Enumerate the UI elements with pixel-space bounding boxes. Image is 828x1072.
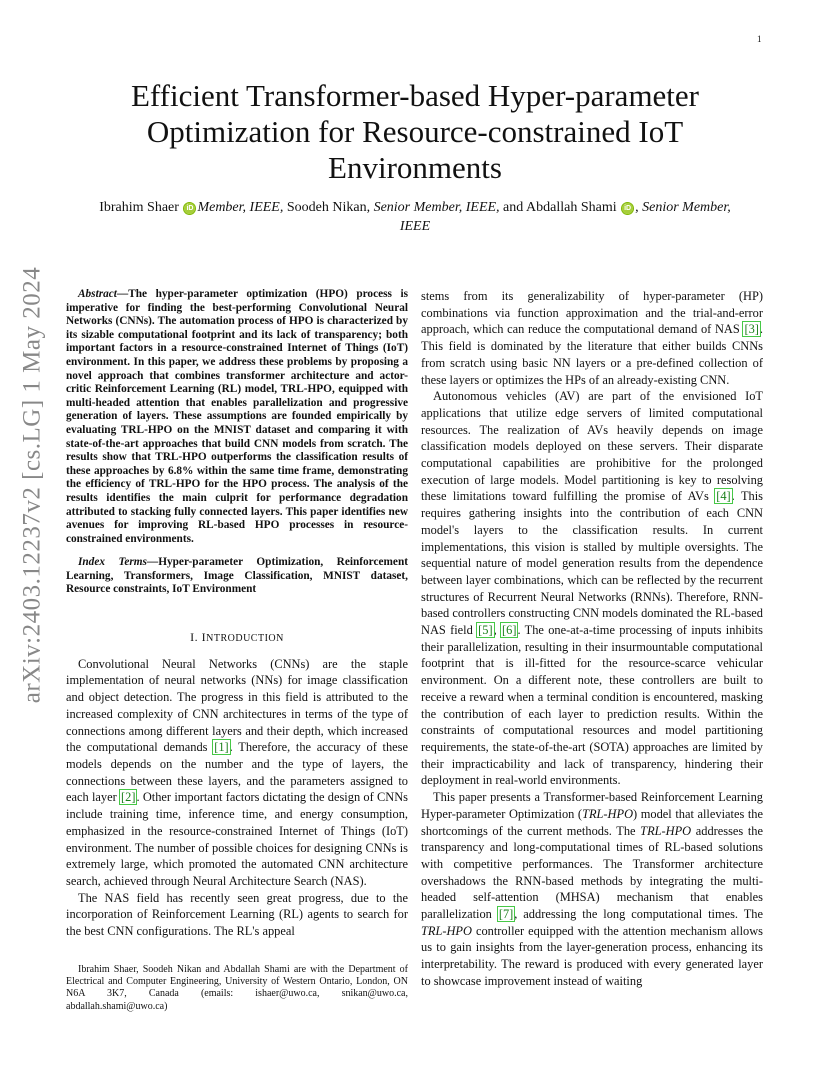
section-title-first: I [201,630,207,645]
left-column [66,288,408,940]
index-terms [66,556,408,597]
citation-link[interactable]: [1] [214,740,229,755]
section-numeral: I. [190,630,199,645]
right-paragraph-1 [421,288,763,388]
paragraph-text: , [493,623,501,638]
paragraph-text: controller equipped with the attention mechanism allows us to gain insights from the layer-generation process, enhancing its interpretability. The reward is produced with every generated layer to showcase improvement instead of waiting [421,923,763,988]
paragraph-text: Autonomous vehicles (AV) are part of the envisioned IoT applications that utilize edge servers of limited computational resources. The realization of AVs heavily depends on image classification models deployed on these servers. Their disparate computational capabilities are prohibitive for the prolonged execution of large models. Model partitioning is key to resolving these limitations toward fulfilling the promise of AVs [421,389,763,504]
paper-title: Efficient Transformer-based Hyper-parameter Optimization for Resource-constrained IoT Environments [130,78,700,185]
paragraph-text: ) model that alleviates the shortcomings of the current methods. The [421,806,764,838]
paragraph-text: . The one-at-a-time processing of inputs inhibits their parallelization, resulting in their insurmountable computational footprint that is ill-fitted for the resource-scarce vehicular environment. On a different note, these controllers are built to receive a reward when a terminal condition is encountered, masking the contribution of each layer to prediction results. Within the constraints of computational resources and model partitioning requirements, the state-of-the-art (SOTA) approaches are limited by their impracticability and lack of transparency, hindering their deployment in real-world environments. [421,623,763,788]
index-terms-lead: Index Terms [78,556,147,569]
right-paragraph-2 [421,388,763,789]
author-3-name: Abdallah Shami [526,200,617,215]
author-conjunction: and [503,200,524,215]
paragraph-text: , addressing the long computational times. The [514,907,763,922]
orcid-icon[interactable]: iD [186,205,194,212]
page-number: 1 [757,34,762,44]
abstract-text: —The hyper-parameter optimization (HPO) process is imperative for finding the best-performing Convolutional Neural Networks (CNNs). The automation process of HPO is characterized by its sizable computational footprint and its lack of transparency; both important factors in a resource-constrained Internet of Things (IoT) environment. In this paper, we address these problems by proposing a novel approach that combines transformer architecture and actor-critic Reinforcement Learning (RL) model, TRL-HPO, equipped with multi-headed attention that enables parallelization and progressive generation of layers. These assumptions are founded empirically by evaluating TRL-HPO on the MNIST dataset and comparing it with state-of-the-art approaches that build CNN models from scratch. The results show that TRL-HPO outperforms the classification results of these approaches by 6.8% within the same time frame, demonstrating the efficiency of TRL-HPO for the HPO process. The analysis of the results identifies the main culprit for performance degradation attributed to stacking fully connected layers. This paper identifies new avenues for improving RL-based HPO processes in resource-constrained environments. [66,288,408,545]
paragraph-text: stems from its generalizability of hyper-parameter (HP) combinations via function approximation and the trial-and-error approach, which can reduce the computational demand of NAS [421,289,763,337]
citation-link[interactable]: [6] [502,623,517,638]
author-affiliation-footnote: Ibrahim Shaer, Soodeh Nikan and Abdallah Shami are with the Department of Electrical and Computer Engineering, University of Western Ontario, London, ON N6A 3K7, Canada (emails: ishaer@uwo.ca, snikan@uwo.ca, abdallah.shami@uwo.ca) [66,964,408,1012]
abstract [66,288,408,546]
orcid-icon[interactable]: iD [624,205,632,212]
abstract-lead: Abstract [78,288,117,300]
intro-paragraph-1 [66,656,408,890]
paragraph-text: . Therefore, the accuracy of these models depends on the number and the type of layers, the connections between these layers, and the parameters assigned to each layer [66,740,408,805]
paragraph-text: . Other important factors dictating the design of CNNs include training time, inference time, and energy consumption, emphasized in the resource-constrained Internet of Things (IoT) environment. The number of possible choices for designing CNNs is extremely large, which promoted the automated CNN architecture search, achieved through Neural Architecture Search (NAS). [66,790,408,888]
citation-link[interactable]: [7] [498,907,514,922]
author-list: Ibrahim Shaer iD Member, IEEE, Soodeh Nikan, Senior Member, IEEE, and Abdallah Shami iD , Senior Member, IEEE [99,200,731,234]
right-paragraph-3 [421,789,763,989]
author-3-role: Senior Member, IEEE [399,200,731,234]
citation-link[interactable]: [5] [478,623,493,638]
citation-link[interactable]: [4] [716,489,731,504]
index-terms-text: —Hyper-parameter Optimization, Reinforcement Learning, Transformers, Image Classification, MNIST dataset, Resource constraints, IoT Environment [66,556,408,596]
intro-paragraph-2: The NAS field has recently seen great progress, due to the incorporation of Reinforcement Learning (RL) agents to search for the best CNN configurations. The RL's appeal [66,890,408,939]
paragraph-text: Convolutional Neural Networks (CNNs) are the staple implementation of neural networks (NNs) for image classification and object detection. The progress in this field is attributed to the increased complexity of CNN architectures in terms of the type of connections among different layers and their depth, which increased the computational demands [66,656,408,755]
model-name: TRL-HPO [582,806,634,821]
right-column [421,288,763,990]
arxiv-identifier-stamp [14,266,50,704]
author-1-name: Ibrahim Shaer [99,200,179,215]
paragraph-text: . This field is dominated by the literature that either builds CNNs from scratch using basic NN layers or a pre-defined collection of these layers or optimizes the HPs of an already-existing CNN. [421,322,763,387]
paragraph-text: This paper presents a Transformer-based Reinforcement Learning Hyper-parameter Optimization ( [421,790,763,821]
author-2-name: Soodeh Nikan, [286,200,371,215]
citation-link[interactable]: [3] [744,322,759,337]
citation-link[interactable]: [2] [121,790,136,805]
model-name: TRL-HPO [640,823,692,838]
arxiv-identifier-text: arXiv:2403.12237v2 [cs.LG] 1 May 2024 [18,266,45,704]
author-1-role: Member, IEEE, [197,200,284,215]
author-2-role: Senior Member, IEEE, [373,200,500,215]
paragraph-text: . This requires gathering insights into the contribution of each CNN model's layers to the classification results. In current implementations, this vision is stalled by multiple oversights. The sequential nature of model generation results from the dependence between layer combinations, which can be reflected by the recurrent structures of Recurrent Neural Networks (RNNs). Therefore, RNN-based controllers constructing CNN models dominated the RL-based NAS field [421,489,763,638]
paragraph-text: addresses the transparency and long-computational times of RL-based solutions with competitive performances. The Transformer architecture overshadows the RNN-based methods by integrating the multi-headed self-attention (MHSA) mechanism that enables parallelization [421,823,763,922]
model-name: TRL-HPO [421,923,472,938]
section-heading-introduction [66,629,408,648]
section-title-rest: NTRODUCTION [206,633,284,645]
